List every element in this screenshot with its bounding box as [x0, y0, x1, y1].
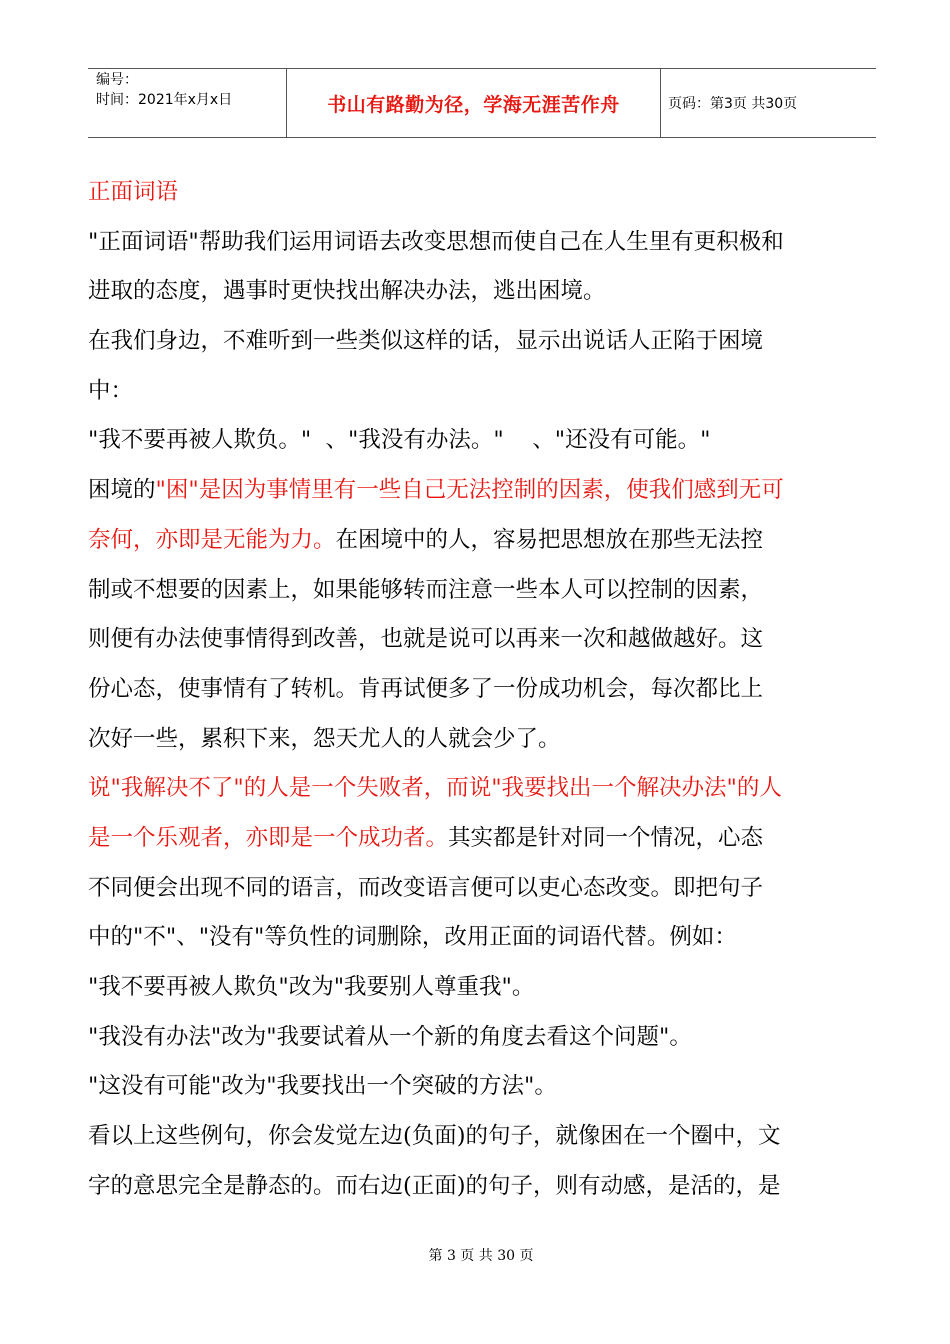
- paragraph-line: 制或不想要的因素上，如果能够转而注意一些本人可以控制的因素，: [88, 576, 764, 603]
- paragraph-line: 则便有办法使事情得到改善，也就是说可以再来一次和越做越好。这: [88, 626, 764, 653]
- paragraph-line: 看以上这些例句，你会发觉左边(负面)的句子，就像困在一个圈中，文: [88, 1123, 781, 1150]
- paragraph-line: 在我们身边，不难听到一些类似这样的话，显示出说话人正陷于困境: [88, 328, 764, 355]
- paragraph-line: 中的"不"、"没有"等负性的词删除，改用正面的词语代替。例如：: [88, 924, 737, 951]
- header-page-cell: [660, 69, 876, 137]
- header-number-label: 编号：: [96, 72, 138, 88]
- header-meta-cell: [88, 69, 286, 137]
- paragraph-line: 次好一些，累积下来，怨天尤人的人就会少了。: [88, 725, 561, 752]
- highlighted-text: "困"是因为事情里有一些自己无法控制的因素，使我们感到无可: [155, 477, 784, 504]
- paragraph-line: 中：: [88, 377, 134, 404]
- highlighted-line: 说"我解决不了"的人是一个失败者，而说"我要找出一个解决办法"的人: [88, 775, 782, 802]
- page-footer: [0, 1245, 950, 1265]
- highlighted-text: 奈何，亦即是无能为力。: [88, 526, 336, 553]
- page-header: [88, 68, 876, 138]
- plain-text: 其实都是针对同一个情况，心态: [448, 824, 764, 851]
- example-line: "我没有办法"改为"我要试着从一个新的角度去看这个问题"。: [88, 1023, 692, 1050]
- plain-text: 困境的: [88, 477, 156, 504]
- paragraph-line: 字的意思完全是静态的。而右边(正面)的句子，则有动感，是活的，是: [88, 1172, 781, 1199]
- section-heading: 正面词语: [88, 179, 179, 205]
- header-motto: 书山有路勤为径，学海无涯苦作舟: [327, 93, 620, 116]
- document-body: [88, 168, 888, 1211]
- paragraph-line: 不同便会出现不同的语言，而改变语言便可以吏心态改变。即把句子: [88, 874, 764, 901]
- plain-text: 在困境中的人，容易把思想放在那些无法控: [335, 526, 764, 553]
- paragraph-line: 进取的态度，遇事时更快找出解决办法，逃出困境。: [88, 278, 606, 305]
- example-line: "我不要再被人欺负"改为"我要别人尊重我"。: [88, 974, 535, 1000]
- quoted-examples-line: "我不要再被人欺负。" 、"我没有办法。" 、"还没有可能。": [88, 427, 711, 454]
- paragraph-line: [88, 466, 888, 516]
- paragraph-line: 份心态，使事情有了转机。肯再试便多了一份成功机会，每次都比上: [88, 675, 764, 702]
- example-line: "这没有可能"改为"我要找出一个突破的方法"。: [88, 1073, 557, 1100]
- footer-page-number: 第 3 页 共 30 页: [428, 1248, 534, 1264]
- paragraph-line: [88, 516, 888, 566]
- header-page-code: 页码：第3页 共30页: [668, 96, 798, 112]
- paragraph-line: "正面词语"帮助我们运用词语去改变思想而使自己在人生里有更积极和: [88, 228, 784, 255]
- header-time-label: 时间：2021年x月x日: [96, 92, 233, 108]
- paragraph-line: [88, 814, 888, 864]
- header-motto-cell: [286, 69, 661, 137]
- highlighted-text: 是一个乐观者，亦即是一个成功者。: [88, 824, 449, 851]
